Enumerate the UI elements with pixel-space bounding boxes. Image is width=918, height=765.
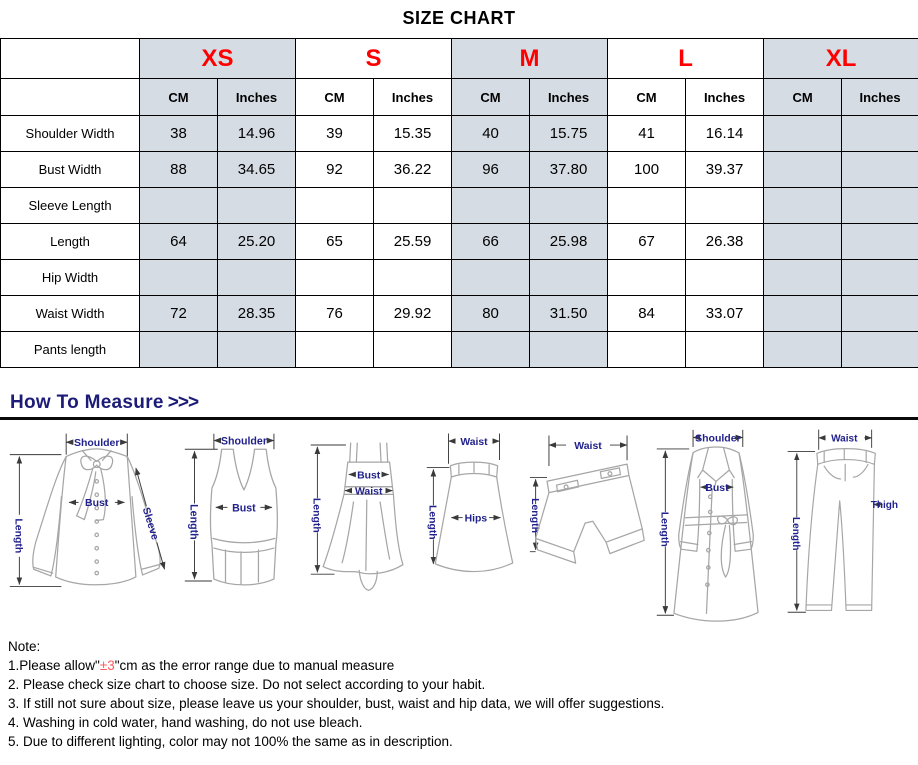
table-row-hip-width (1, 260, 918, 296)
blouse-length-label: Length (13, 518, 25, 553)
value-cell (218, 332, 296, 368)
value-cell: 72 (140, 296, 218, 332)
note-5: 5. Due to different lighting, color may not 100% the same as in description. (8, 732, 910, 751)
row-label: Waist Width (1, 296, 140, 332)
value-cell: 67 (608, 224, 686, 260)
value-cell (686, 260, 764, 296)
value-cell: 96 (452, 152, 530, 188)
size-header-xl: XL (764, 39, 918, 79)
value-cell (530, 332, 608, 368)
value-cell (374, 260, 452, 296)
skirt-waist-label: Waist (460, 437, 488, 448)
unit-inches: Inches (530, 79, 608, 116)
value-cell: 29.92 (374, 296, 452, 332)
unit-inches: Inches (374, 79, 452, 116)
note-2: 2. Please check size chart to choose size. Do not select according to your habit. (8, 675, 910, 694)
value-cell (842, 296, 918, 332)
unit-header-row (1, 79, 918, 116)
table-row-pants-length (1, 332, 918, 368)
skirt-hips-label: Hips (465, 513, 488, 524)
figure-blouse (6, 426, 176, 617)
unit-inches: Inches (686, 79, 764, 116)
figure-tank-top (179, 426, 303, 620)
unit-cm: CM (608, 79, 686, 116)
coat-bust-label: Bust (705, 482, 729, 494)
how-to-measure-heading (10, 392, 918, 414)
tank-bust-label: Bust (232, 502, 256, 514)
size-chart-table (0, 38, 918, 368)
unit-inches: Inches (842, 79, 918, 116)
value-cell: 28.35 (218, 296, 296, 332)
row-label: Pants length (1, 332, 140, 368)
value-cell (218, 260, 296, 296)
unit-cm: CM (296, 79, 374, 116)
size-header-s: S (296, 39, 452, 79)
skirt-length-label: Length (427, 505, 438, 540)
value-cell (842, 260, 918, 296)
measure-figures (0, 420, 918, 632)
value-cell: 65 (296, 224, 374, 260)
value-cell: 39.37 (686, 152, 764, 188)
value-cell: 37.80 (530, 152, 608, 188)
value-cell: 41 (608, 116, 686, 152)
blouse-shoulder-label: Shoulder (74, 437, 120, 449)
value-cell: 38 (140, 116, 218, 152)
tank-length-label: Length (188, 504, 200, 539)
table-row-shoulder-width (1, 116, 918, 152)
value-cell (764, 152, 842, 188)
value-cell (530, 188, 608, 224)
value-cell (608, 332, 686, 368)
value-cell (140, 188, 218, 224)
row-label: Length (1, 224, 140, 260)
value-cell: 100 (608, 152, 686, 188)
dress-length-label: Length (311, 498, 322, 533)
notes-section (0, 632, 918, 751)
table-row-bust-width (1, 152, 918, 188)
note-1 (8, 656, 910, 675)
pants-length-label: Length (790, 517, 801, 550)
value-cell (686, 188, 764, 224)
pants-waist-label: Waist (831, 434, 858, 445)
row-label: Bust Width (1, 152, 140, 188)
figure-trench-coat (651, 426, 781, 627)
value-cell: 39 (296, 116, 374, 152)
value-cell (764, 260, 842, 296)
triple-chevron-icon: >>> (168, 392, 198, 413)
value-cell: 31.50 (530, 296, 608, 332)
value-cell (608, 260, 686, 296)
value-cell: 36.22 (374, 152, 452, 188)
value-cell: 66 (452, 224, 530, 260)
value-cell: 15.75 (530, 116, 608, 152)
value-cell (764, 116, 842, 152)
page-title: SIZE CHART (0, 8, 918, 29)
value-cell (296, 332, 374, 368)
note-1-suffix: "cm as the error range due to manual measure (115, 658, 394, 673)
row-label: Sleeve Length (1, 188, 140, 224)
size-header-xs: XS (140, 39, 296, 79)
value-cell (608, 188, 686, 224)
value-cell: 15.35 (374, 116, 452, 152)
value-cell (842, 224, 918, 260)
row-label: Shoulder Width (1, 116, 140, 152)
unit-inches: Inches (218, 79, 296, 116)
value-cell (140, 260, 218, 296)
note-1-highlight: ±3 (100, 658, 115, 673)
value-cell (140, 332, 218, 368)
value-cell (530, 260, 608, 296)
value-cell (452, 188, 530, 224)
dress-waist-label: Waist (355, 486, 383, 497)
size-header-row (1, 39, 918, 79)
figure-cami-dress (306, 426, 420, 616)
shorts-waist-label: Waist (574, 441, 602, 452)
dress-bust-label: Bust (357, 470, 381, 481)
note-3: 3. If still not sure about size, please leave us your shoulder, bust, waist and hip data, we will offer suggestions. (8, 694, 910, 713)
unit-cm: CM (764, 79, 842, 116)
value-cell: 88 (140, 152, 218, 188)
size-header-m: M (452, 39, 608, 79)
value-cell: 64 (140, 224, 218, 260)
value-cell (764, 188, 842, 224)
unit-cm: CM (452, 79, 530, 116)
value-cell (842, 188, 918, 224)
value-cell (374, 188, 452, 224)
value-cell: 33.07 (686, 296, 764, 332)
value-cell (686, 332, 764, 368)
tank-shoulder-label: Shoulder (221, 435, 267, 447)
figure-shorts (528, 426, 648, 616)
value-cell: 14.96 (218, 116, 296, 152)
value-cell (842, 116, 918, 152)
table-row-sleeve-length (1, 188, 918, 224)
value-cell (296, 188, 374, 224)
table-row-length (1, 224, 918, 260)
size-header-l: L (608, 39, 764, 79)
value-cell (374, 332, 452, 368)
value-cell: 84 (608, 296, 686, 332)
value-cell: 80 (452, 296, 530, 332)
row-label: Hip Width (1, 260, 140, 296)
corner-cell (1, 39, 140, 79)
notes-heading: Note: (8, 637, 910, 656)
value-cell (842, 152, 918, 188)
figure-skirt (423, 426, 525, 615)
note-1-prefix: 1.Please allow" (8, 658, 100, 673)
value-cell: 92 (296, 152, 374, 188)
value-cell (764, 332, 842, 368)
blouse-bust-label: Bust (85, 497, 109, 509)
value-cell: 26.38 (686, 224, 764, 260)
value-cell: 25.20 (218, 224, 296, 260)
figure-pants (784, 426, 910, 618)
value-cell: 34.65 (218, 152, 296, 188)
value-cell: 25.59 (374, 224, 452, 260)
value-cell (452, 260, 530, 296)
value-cell: 40 (452, 116, 530, 152)
unit-cm: CM (140, 79, 218, 116)
how-to-measure-text: How To Measure (10, 392, 164, 413)
pants-thigh-label: Thigh (871, 500, 898, 511)
coat-shoulder-label: Shoulder (695, 432, 741, 444)
coat-length-label: Length (659, 512, 671, 547)
shorts-length-label: Length (529, 498, 540, 533)
value-cell (764, 296, 842, 332)
value-cell: 16.14 (686, 116, 764, 152)
value-cell (452, 332, 530, 368)
value-cell: 25.98 (530, 224, 608, 260)
table-row-waist-width (1, 296, 918, 332)
value-cell (842, 332, 918, 368)
value-cell: 76 (296, 296, 374, 332)
note-4: 4. Washing in cold water, hand washing, do not use bleach. (8, 713, 910, 732)
corner-cell-2 (1, 79, 140, 116)
blouse-sleeve-label: Sleeve (140, 506, 161, 541)
value-cell (296, 260, 374, 296)
value-cell (764, 224, 842, 260)
value-cell (218, 188, 296, 224)
